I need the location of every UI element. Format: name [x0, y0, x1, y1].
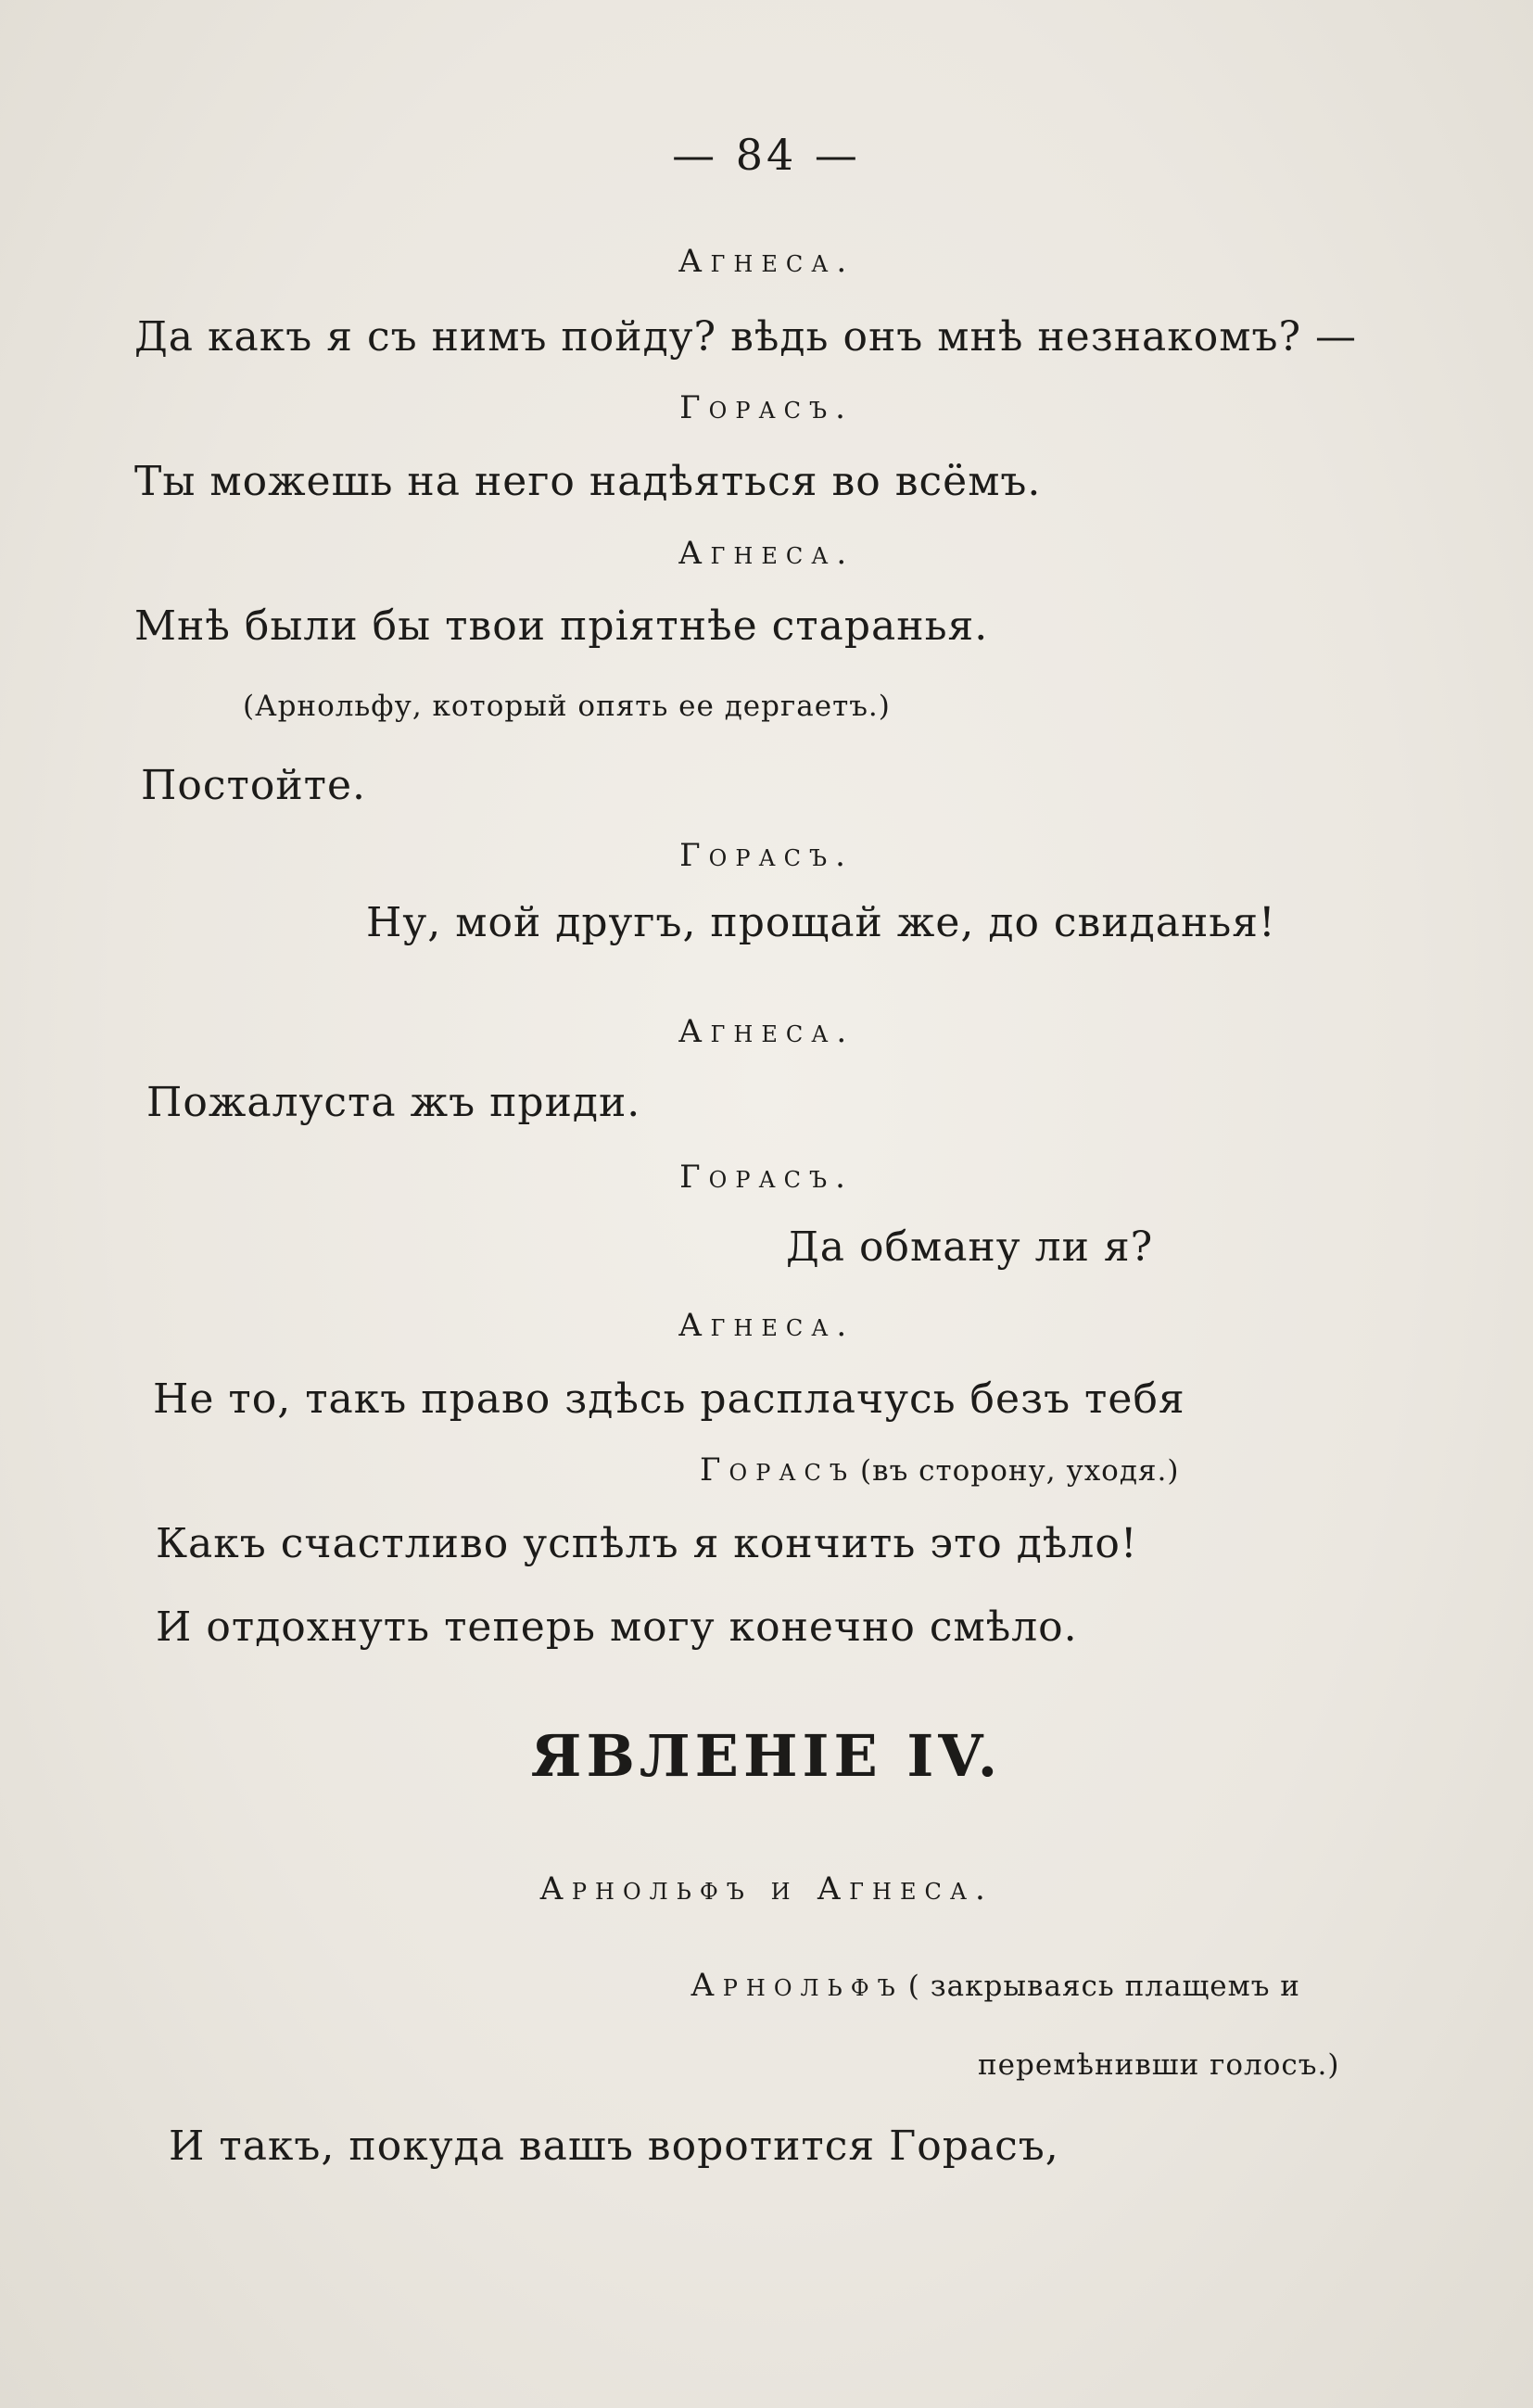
speaker-gorass: Горасъ. — [679, 837, 854, 874]
speaker-agnesa: Агнеса. — [678, 1307, 855, 1344]
page-number: — 84 — — [672, 130, 861, 180]
dialogue-line: Постойте. — [141, 762, 367, 809]
stage-direction: (Арнольфу, который опять ее дергаетъ.) — [243, 690, 891, 723]
dialogue-line: Ну, мой другъ, прощай же, до свиданья! — [366, 899, 1276, 946]
speaker-line-with-direction — [700, 1451, 1179, 1489]
speaker-arnolf: Арнольфъ — [690, 1967, 904, 2004]
speaker-line-with-direction — [690, 1967, 1300, 2004]
speaker-gorass: Горасъ — [700, 1451, 855, 1489]
scene-characters: Арнольфъ и Агнеса. — [539, 1870, 994, 1907]
dialogue-line: Ты можешь на него надѣяться во всёмъ. — [134, 458, 1042, 505]
dialogue-line: Пожалуста жъ приди. — [146, 1079, 641, 1126]
stage-direction: ( закрываясь плащемъ и — [907, 1970, 1300, 2003]
speaker-agnesa: Агнеса. — [678, 535, 855, 572]
dialogue-line: Да обману ли я? — [786, 1223, 1154, 1271]
stage-direction: перемѣнивши голосъ.) — [978, 2048, 1340, 2082]
speaker-gorass: Горасъ. — [679, 1159, 854, 1196]
stage-direction: (въ сторону, уходя.) — [860, 1454, 1180, 1488]
dialogue-line: Какъ счастливо успѣлъ я кончить это дѣло! — [156, 1520, 1138, 1567]
dialogue-line: Мнѣ были бы твои пріятнѣе старанья. — [134, 602, 989, 650]
dialogue-line: Да какъ я съ нимъ пойду? вѣдь онъ мнѣ незнакомъ? — — [134, 313, 1358, 361]
dialogue-line: И такъ, покуда вашъ воротится Горасъ, — [169, 2123, 1059, 2170]
dialogue-line: Не то, такъ право здѣсь расплачусь безъ тебя — [153, 1375, 1185, 1423]
speaker-gorass: Горасъ. — [679, 389, 854, 426]
scene-title: ЯВЛЕНІЕ IV. — [530, 1722, 1003, 1790]
speaker-agnesa: Агнеса. — [678, 1013, 855, 1050]
speaker-agnesa: Агнеса. — [678, 243, 855, 280]
dialogue-line: И отдохнуть теперь могу конечно смѣло. — [156, 1603, 1078, 1651]
